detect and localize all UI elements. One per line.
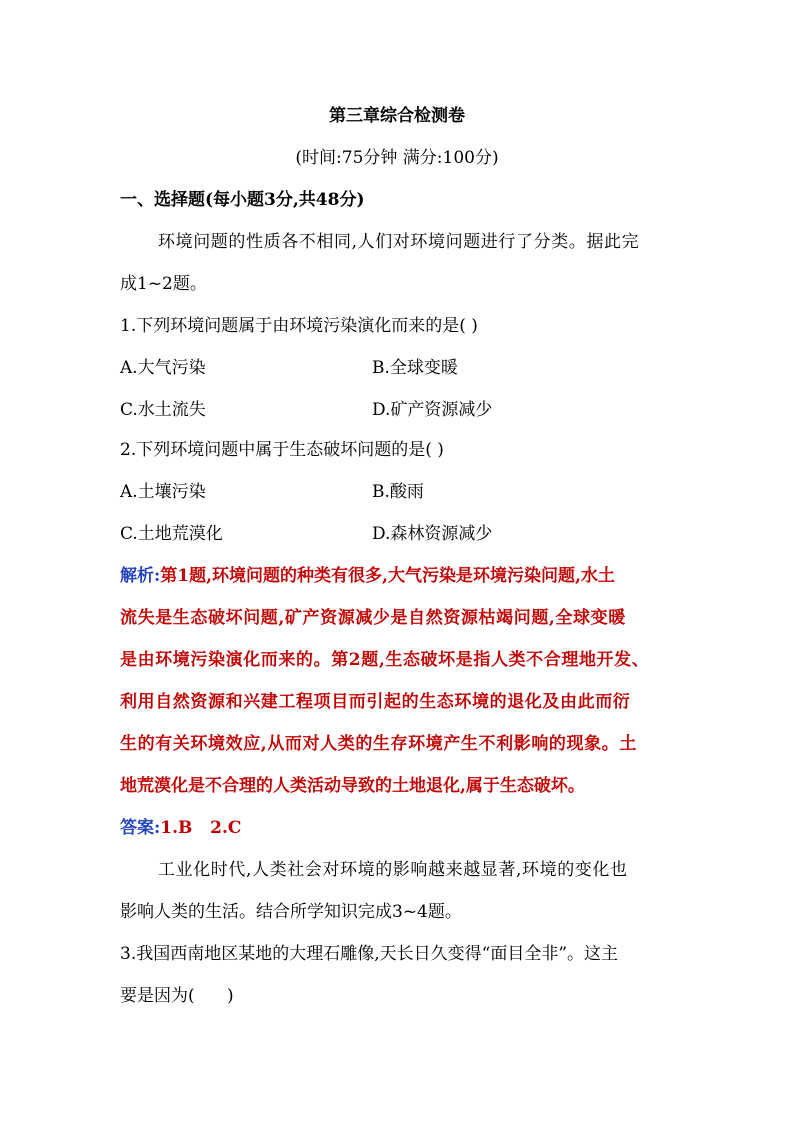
intro-paragraph-line: 工业化时代,人类社会对环境的影响越来越显著,环境的变化也 <box>158 860 628 880</box>
option-c: C.土地荒漠化 <box>120 524 223 544</box>
question-stem: 2.下列环境问题中属于生态破坏问题的是( ) <box>120 440 444 460</box>
intro-paragraph-line: 成1~2题。 <box>120 274 207 294</box>
analysis-line: 地荒漠化是不合理的人类活动导致的土地退化,属于生态破坏。 <box>120 776 585 796</box>
option-c: C.水土流失 <box>120 400 206 420</box>
option-b: B.全球变暖 <box>372 358 458 378</box>
section-heading: 一、选择题(每小题3分,共48分) <box>120 190 365 210</box>
intro-paragraph-line: 环境问题的性质各不相同,人们对环境问题进行了分类。据此完 <box>158 232 640 252</box>
option-d: D.矿产资源减少 <box>372 400 493 420</box>
analysis-line: 利用自然资源和兴建工程项目而引起的生态环境的退化及由此而衍 <box>120 692 631 712</box>
intro-paragraph-line: 影响人类的生活。结合所学知识完成3~4题。 <box>120 902 462 922</box>
question-stem: 要是因为( ) <box>120 986 234 1006</box>
answer-label: 答案: <box>120 818 161 838</box>
analysis-text: 第1题,环境问题的种类有很多,大气污染是环境污染问题,水土 <box>160 566 615 586</box>
analysis-line: 是由环境污染演化而来的。第2题,生态破坏是指人类不合理地开发、 <box>120 650 650 670</box>
question-stem: 1.下列环境问题属于由环境污染演化而来的是( ) <box>120 316 478 336</box>
analysis-line: 生的有关环境效应,从而对人类的生存环境产生不利影响的现象。土 <box>120 734 637 754</box>
analysis-line: 流失是生态破坏问题,矿产资源减少是自然资源枯竭问题,全球变暖 <box>120 608 626 628</box>
page-title: 第三章综合检测卷 <box>329 106 465 126</box>
answer-line <box>120 816 680 840</box>
answer-text: 1.B 2.C <box>160 818 242 838</box>
question-stem: 3.我国西南地区某地的大理石雕像,天长日久变得“面目全非”。这主 <box>120 944 619 964</box>
option-a: A.土壤污染 <box>120 482 206 502</box>
analysis-label: 解析: <box>120 566 161 586</box>
exam-info: (时间:75分钟 满分:100分) <box>295 148 499 168</box>
option-b: B.酸雨 <box>372 482 424 502</box>
option-a: A.大气污染 <box>120 358 206 378</box>
analysis-line <box>120 564 680 588</box>
option-d: D.森林资源减少 <box>372 524 493 544</box>
